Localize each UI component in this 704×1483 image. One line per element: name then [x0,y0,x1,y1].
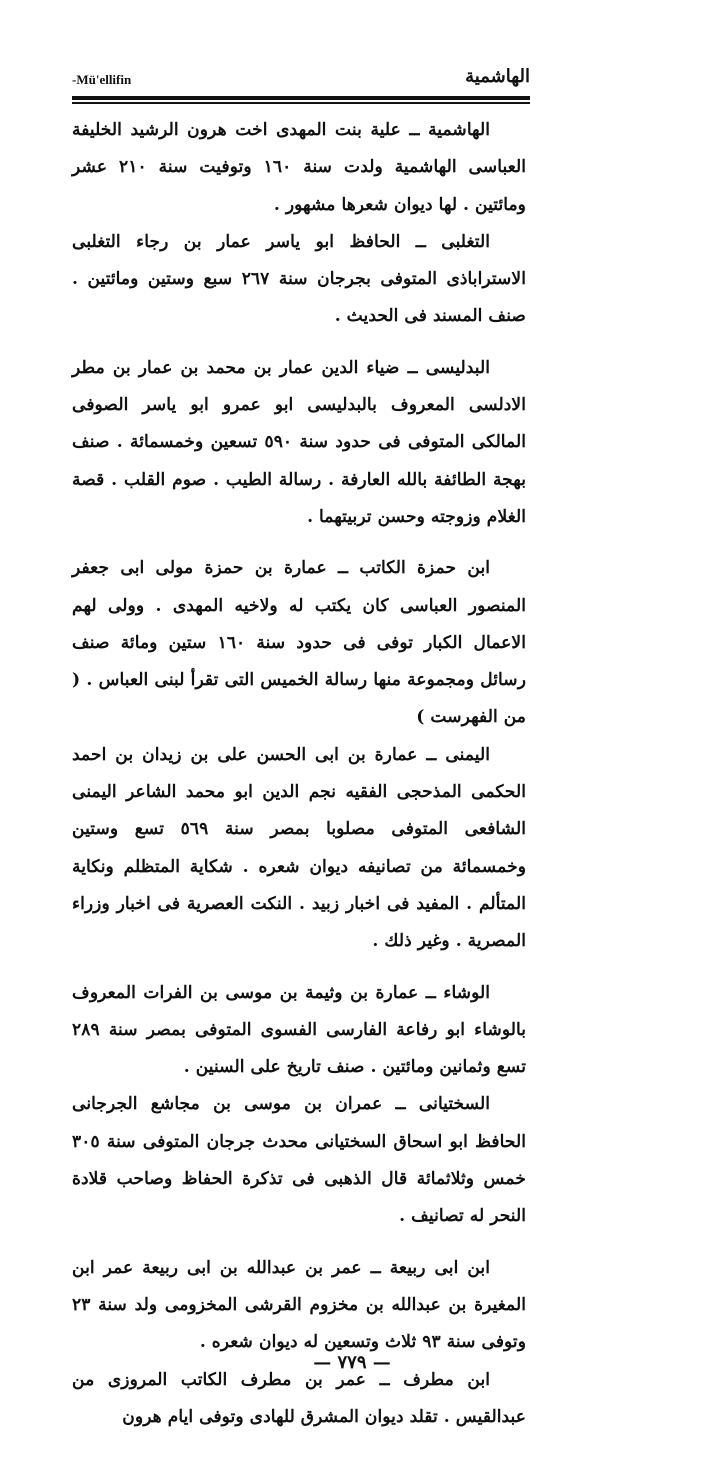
entry-ibn-hamza: ابن حمزة الكاتب ــ عمارة بن حمزة مولى ابى جعفر المنصور العباسى كان يكتب له ولاخيه المهدى . وولى لهم الاعمال الكبار توفى فى حدود سنة ١٦٠ ستين ومائة صنف رسائل ومجموعة منها رسالة الخميس التى تقرأ لبنى العباس . ( من الفهرست ) [72,558,526,728]
page-number: — ٧٧٩ — [313,1352,391,1373]
entry-hashimiyya: الهاشمية ــ علية بنت المهدى اخت هرون الرشيد الخليفة العباسى الهاشمية ولدت سنة ١٦٠ وتوفيت سنة ٢١٠ عشر ومائتين . لها ديوان شعرها مشهور . [72,120,527,215]
entry-washsha: الوشاء ــ عمارة بن وثيمة بن موسى بن الفرات المعروف بالوشاء ابو رفاعة الفارسى الفسوى المتوفى بمصر سنة ٢٨٩ تسع وثمانين ومائتين . صنف تاريخ على السنين . [72,982,526,1078]
running-head-left: -Mü'ellifin [72,72,132,87]
entries-column [72,112,526,1436]
header-rule-thin [72,102,530,104]
page-header [72,64,530,92]
header-rule-thick [72,96,530,100]
running-head-right: الهاشمية [465,66,530,87]
entry-ibn-abi-rabia: ابن ابى ربيعة ــ عمر بن عبدالله بن ابى ربيعة عمر ابن المغيرة بن عبدالله بن مخزوم القرشى المخزومى ولد سنة ٢٣ وتوفى سنة ٩٣ ثلاث وتسعين له ديوان شعره . [72,1257,526,1353]
entry-sakhtiyani: السختيانى ــ عمران بن موسى بن مجاشع الجرجانى الحافظ ابو اسحاق السختيانى محدث جرجان المتوفى سنة ٣٠٥ خمس وثلاثمائة قال الذهبى فى تذكرة الحفاظ وصاحب قلادة النحر له تصانيف . [72,1094,526,1227]
entry-taghlibi: التغلبى ــ الحافظ ابو ياسر عمار بن رجاء التغلبى الاستراباذى المتوفى بجرجان سنة ٢٦٧ سبع وستين ومائتين . صنف المسند فى الحديث . [72,231,526,327]
entry-badlisi: البدليسى ــ ضياء الدين عمار بن محمد بن عمار بن مطر الادلسى المعروف بالبدليسى ابو عمرو ابو ياسر الصوفى المالكى المتوفى فى حدود سنة ٥٩٠ تسعين وخمسمائة . صنف بهجة الطائفة بالله العارفة . رسالة الطيب . صوم القلب . قصة الغلام وزوجته وحسن تربيتهما . [72,357,526,527]
entry-yamani: اليمنى ــ عمارة بن ابى الحسن على بن زيدان بن احمد الحكمى المذحجى الفقيه نجم الدين ابو محمد الشاعر اليمنى الشافعى المتوفى مصلوبا بمصر سنة ٥٦٩ تسع وستين وخمسمائة من تصانيفه ديوان شعره . شكاية المتظلم ونكاية المتألم . المفيد فى اخبار زبيد . النكت العصرية فى اخبار وزراء المصرية . وغير ذلك . [72,744,526,952]
entry-ibn-mutarrif: ابن مطرف ــ عمر بن مطرف الكاتب المروزى من عبدالقيس . تقلد ديوان المشرق للهادى وتوفى ايام هرون [72,1369,526,1427]
